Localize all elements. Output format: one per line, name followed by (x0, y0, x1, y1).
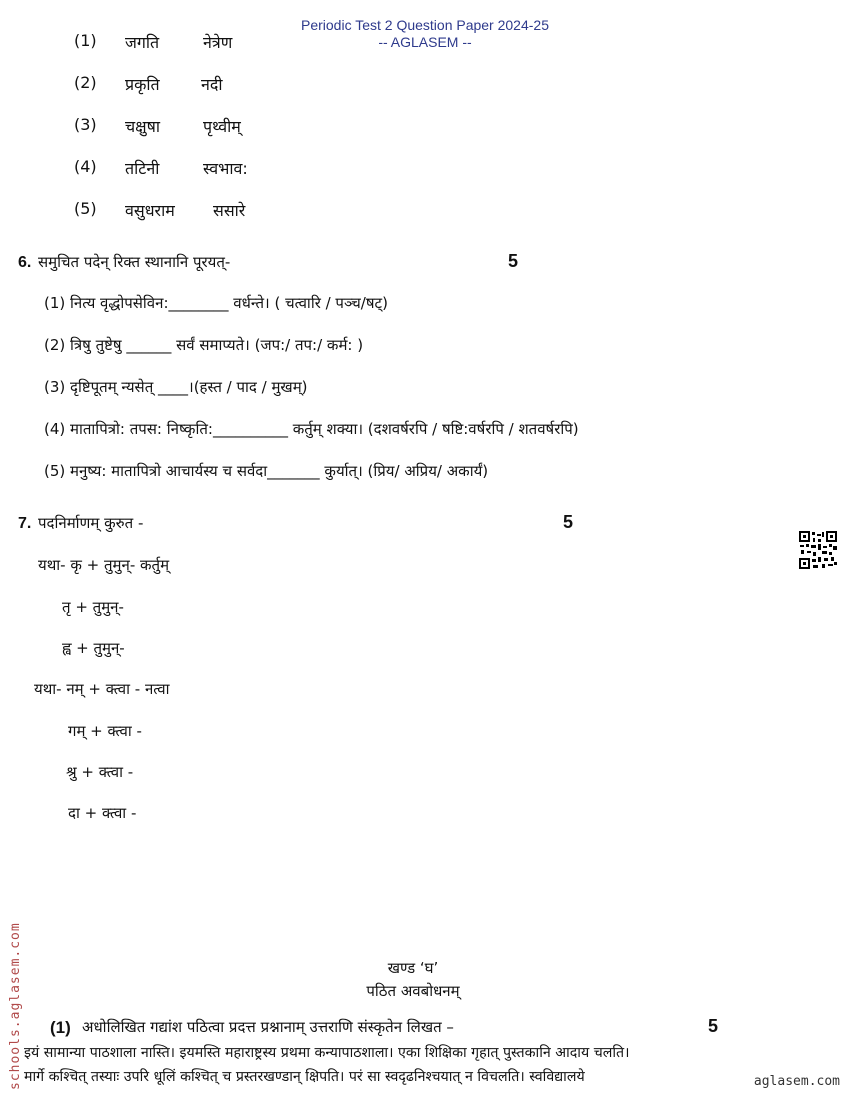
match-word-a: प्रकृति (125, 75, 160, 94)
question-7-number: 7. (18, 515, 32, 532)
paper-source: -- AGLASEM -- (378, 34, 472, 50)
question-6-number: 6. (18, 254, 32, 271)
match-word-b: स्वभाव: (203, 159, 248, 178)
question-6-item: (3) दृष्टिपूतम् न्यसेत् ____।(हस्त / पाद / मुखम्) (44, 378, 308, 396)
passage-question-text: अधोलिखित गद्यांश पठित्वा प्रदत्त प्रश्नानाम् उत्तराणि संस्कृतेन लिखत – (82, 1018, 454, 1036)
match-word-b: नेत्रेण (203, 33, 233, 52)
side-watermark: schools.aglasem.com (8, 922, 23, 1090)
match-word-b: नदी (201, 75, 223, 94)
match-word-b: ससारे (213, 201, 246, 220)
match-num: (3) (74, 115, 97, 134)
question-7-marks: 5 (563, 512, 574, 532)
match-num: (5) (74, 199, 97, 218)
question-6-item: (4) मातापित्रो: तपस: निष्कृति:__________ कर्तुम् शक्या। (दशवर्षरपि / षष्टि:वर्षरपि / शतवर्षरपि) (44, 420, 579, 438)
question-7-text: पदनिर्माणम् कुरुत - (38, 514, 144, 532)
match-word-a: चक्षुषा (125, 117, 161, 136)
question-6-item: (5) मनुष्य: मातापित्रो आचार्यस्य च सर्वदा_______ कुर्यात्। (प्रिय/ अप्रिय/ अकार्यं) (44, 462, 489, 480)
match-num: (2) (74, 73, 97, 92)
question-6-item: (1) नित्य वृद्धोपसेविन:________ वर्धन्ते। ( चत्वारि / पञ्च/षट्) (44, 294, 388, 312)
question-6-marks: 5 (508, 251, 519, 271)
paper-title: Periodic Test 2 Question Paper 2024-25 (300, 17, 549, 33)
question-7-example: यथा- कृ + तुमुन्- कर्तुम् (38, 556, 170, 574)
question-7-example: यथा- नम् + क्त्वा - नत्वा (34, 680, 170, 698)
question-7-item: श्रु + क्त्वा - (66, 763, 134, 781)
section-title: खण्ड ‘घ’ (387, 959, 439, 977)
passage-question-number: (1) (50, 1018, 71, 1037)
question-7-item: तृ + तुमुन्- (62, 598, 124, 616)
qr-code-icon (798, 530, 838, 570)
match-word-a: वसुधराम (125, 201, 175, 220)
match-word-a: जगति (125, 33, 160, 52)
question-7-item: दा + क्त्वा - (68, 804, 137, 822)
passage-question-marks: 5 (708, 1016, 719, 1036)
question-7-item: ह्व + तुमुन्- (62, 639, 125, 657)
section-subtitle: पठित अवबोधनम् (366, 982, 460, 1000)
question-7-item: गम् + क्त्वा - (68, 722, 142, 740)
match-num: (1) (74, 31, 97, 50)
question-6-item: (2) त्रिषु तुष्टेषु ______ सर्वं समाप्यते। (जप:/ तप:/ कर्म: ) (44, 336, 364, 354)
question-6-text: समुचित पदेन् रिक्त स्थानानि पूरयत्- (38, 253, 231, 271)
passage-line: इयं सामान्या पाठशाला नास्ति। इयमस्ति महाराष्ट्रस्य प्रथमा कन्यापाठशाला। एका शिक्षिका गृहात् पुस्तकानि आदाय चलति। (24, 1045, 630, 1061)
match-word-a: तटिनी (125, 159, 160, 178)
match-num: (4) (74, 157, 97, 176)
passage-line: मार्गे कश्चित् तस्याः उपरि धूलिं कश्चित् च प्रस्तरखण्डान् क्षिपति। परं सा स्वदृढनिश्चयात् न विचलति। स्वविद्यालये (24, 1069, 585, 1085)
match-word-b: पृथ्वीम् (203, 117, 241, 136)
corner-watermark: aglasem.com (753, 1074, 840, 1089)
